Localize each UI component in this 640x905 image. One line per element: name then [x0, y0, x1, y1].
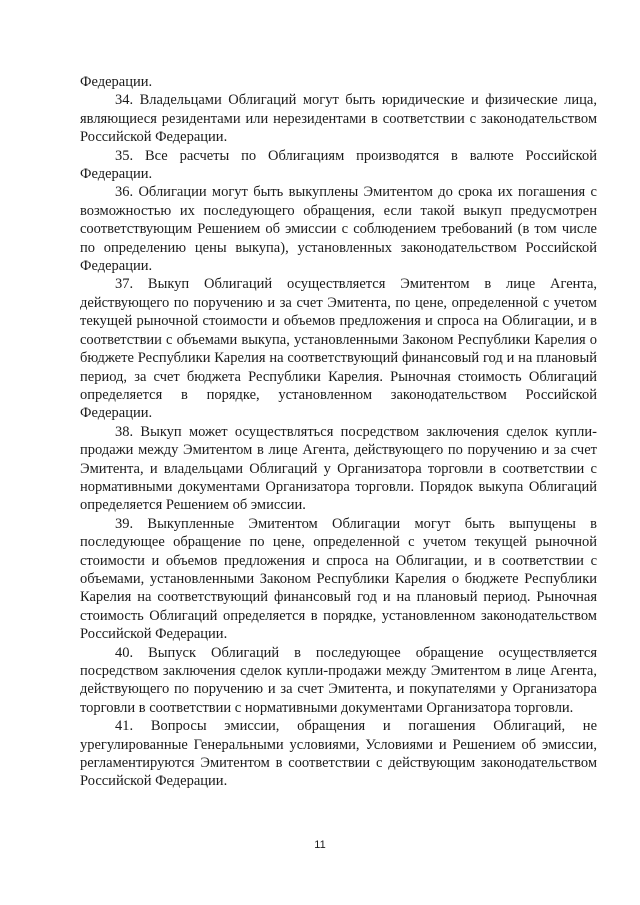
document-body [80, 73, 597, 791]
paragraph-41: 41. Вопросы эмиссии, обращения и погашения Облигаций, не урегулированные Генеральными условиями, Условиями и Решением об эмиссии, регламентируются Эмитентом в соответствии с действующим законодательством Российской Федерации. [80, 718, 597, 790]
paragraph-35: 35. Все расчеты по Облигациям производятся в валюте Российской Федерации. [80, 147, 597, 183]
page-number: 11 [314, 839, 326, 851]
paragraph-38: 38. Выкуп может осуществляться посредством заключения сделок купли-продажи между Эмитентом в лице Агента, действующего по поручению и за счет Эмитента, и владельцами Облигаций у Организатора торговли в соответствии с нормативными документами Организатора торговли. Порядок выкупа Облигаций определяется Решением об эмиссии. [80, 423, 597, 514]
paragraph-37: 37. Выкуп Облигаций осуществляется Эмитентом в лице Агента, действующего по поручению и за счет Эмитента, по цене, определенной с учетом текущей рыночной стоимости и объемов предложения и спроса на Облигации, и в соответствии с объемами выкупа, установленными Законом Республики Карелия о бюджете Республики Карелия на соответствующий финансовый год и на плановый период, за счет бюджета Республики Карелия. Рыночная стоимость Облигаций определяется в порядке, установленном законодательством Российской Федерации. [80, 276, 597, 422]
paragraph-40: 40. Выпуск Облигаций в последующее обращение осуществляется посредством заключения сделок купли-продажи между Эмитентом в лице Агента, действующего по поручению и за счет Эмитента, и покупателями у Организатора торговли в соответствии с нормативными документами Организатора торговли. [80, 644, 597, 716]
paragraph-39: 39. Выкупленные Эмитентом Облигации могут быть выпущены в последующее обращение по цене, определенной с учетом текущей рыночной стоимости и объемов предложения и спроса на Облигации, и в соответствии с объемами, установленными Законом Республики Карелия о бюджете Республики Карелия на соответствующий финансовый год и на плановый период. Рыночная стоимость Облигаций определяется в порядке, установленном законодательством Российской Федерации. [80, 515, 597, 643]
lead-line: Федерации. [80, 74, 153, 90]
paragraph-34: 34. Владельцами Облигаций могут быть юридические и физические лица, являющиеся резидентами или нерезидентами в соответствии с законодательством Российской Федерации. [80, 92, 597, 146]
paragraph-36: 36. Облигации могут быть выкуплены Эмитентом до срока их погашения с возможностью их последующего обращения, если такой выкуп предусмотрен соответствующим Решением об эмиссии с соблюдением требований (в том числе по определению цены выкупа), установленных законодательством Российской Федерации. [80, 184, 597, 275]
